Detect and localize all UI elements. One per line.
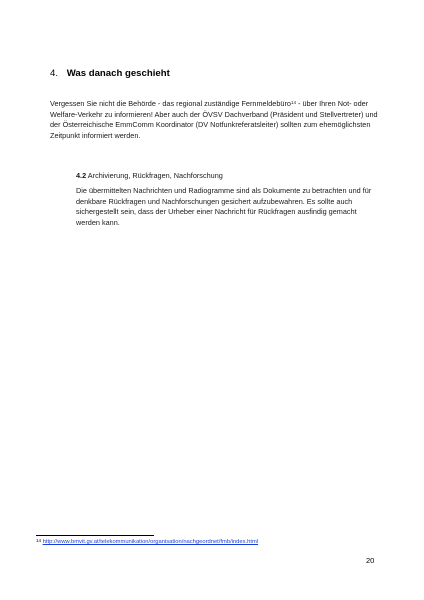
footnote-divider: [36, 535, 154, 536]
footnote-reference: 14: [290, 100, 296, 105]
footnote: [36, 539, 258, 545]
section-title: Was danach geschieht: [66, 68, 170, 79]
subsection-title: Archivierung, Rückfragen, Nachforschung: [87, 171, 223, 180]
body-text-part1: Vergessen Sie nicht die Behörde - das regional zuständige Fernmeldebüro: [50, 99, 291, 108]
subsection-paragraph: Die übermittelten Nachrichten und Radiogramme sind als Dokumente zu betrachten und für denkbare Rückfragen und Nachforschungen gesichert aufzubewahren. Es sollte auch sichergestellt sein, dass der Urheber einer Nachricht für Rückfragen ausfindig gemacht werden kann.: [76, 186, 372, 227]
body-paragraph-text: [50, 99, 380, 141]
subsection-heading: [76, 171, 223, 180]
section-number: 4.: [50, 68, 59, 79]
section-heading: [50, 68, 170, 79]
footnote-marker: 14: [36, 538, 42, 543]
body-text-part2: - über Ihren Not- oder Welfare-Verkehr zu informieren! Aber auch der ÖVSV Dachverband (Präsident und Stellvertreter) und der Österreichische EmmComm Koordinator (DV Notfunkreferatsleiter) sollten zum ehemöglichsten Zeitpunkt informiert werden.: [50, 99, 378, 140]
subsection-number: 4.2: [76, 171, 87, 180]
body-paragraph: [50, 99, 380, 141]
footnote-link[interactable]: http://www.bmvit.gv.at/telekommunikation/organisation/nachgeordnet/fmb/index.html: [42, 539, 259, 545]
page-number: 20: [366, 556, 375, 565]
